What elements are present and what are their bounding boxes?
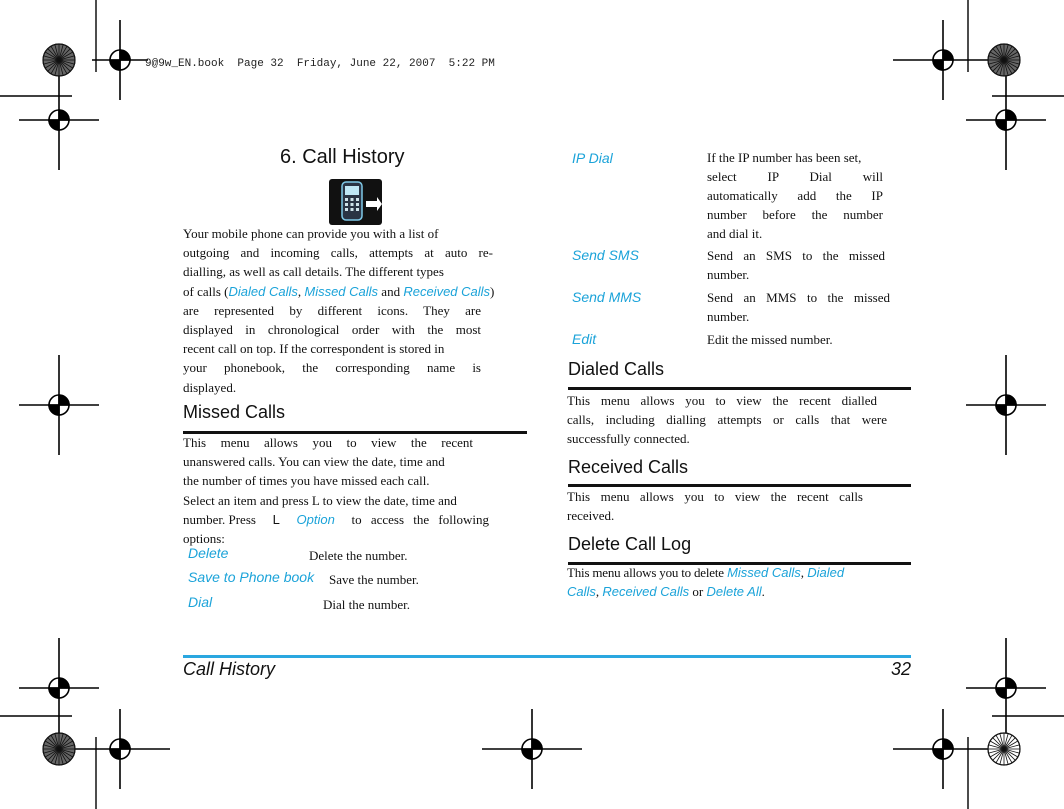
- missed-line: This menu allows you to view the recent: [183, 435, 473, 450]
- desc-line: number.: [707, 309, 750, 324]
- delete-line-1: [567, 563, 897, 582]
- print-header: 9@9w_EN.book Page 32 Friday, June 22, 2007 5:22 PM: [145, 58, 495, 70]
- dialed-line: successfully connected.: [567, 431, 690, 447]
- intro-line: your phonebook, the corresponding name is: [183, 360, 481, 376]
- desc-line: If the IP number has been set,: [707, 150, 862, 165]
- or-word: or: [692, 584, 704, 600]
- starburst-mark: [988, 733, 1020, 765]
- chapter-title: 6. Call History: [280, 146, 405, 168]
- missed-press-line: [183, 510, 489, 529]
- option-edit-label: Edit: [572, 331, 597, 347]
- intro-line: outgoing and incoming calls, attempts at auto re-: [183, 245, 493, 261]
- registration-target: [966, 355, 1046, 455]
- missed-line: the number of times you have missed each call.: [183, 473, 430, 489]
- intro-line: Your mobile phone can provide you with a list of: [183, 226, 439, 241]
- and-word: and: [381, 283, 401, 299]
- dialed-line: calls, including dialling attempts or calls that were: [567, 412, 887, 428]
- intro-paragraph: [183, 224, 493, 397]
- page-number: 32: [890, 659, 911, 679]
- types-prefix: of calls (: [183, 283, 229, 299]
- desc-line: automatically add the IP: [707, 188, 883, 203]
- option-ip-dial-label: IP Dial: [572, 150, 613, 166]
- dialed-calls-rule: [568, 387, 911, 390]
- registration-target: [482, 709, 582, 789]
- registration-target: [70, 709, 170, 789]
- registration-target: [19, 70, 99, 170]
- comma: ,: [800, 565, 805, 580]
- period: .: [761, 584, 765, 600]
- desc-line: number.: [707, 267, 750, 282]
- option-send-mms-desc: [707, 288, 890, 326]
- link-delete-all: Delete All: [706, 584, 762, 600]
- received-line: received.: [567, 508, 615, 524]
- link-calls: Calls: [567, 584, 596, 600]
- dialed-calls-paragraph: [567, 391, 887, 449]
- received-calls-paragraph: [567, 487, 867, 525]
- desc-line: Send an MMS to the missed: [707, 290, 890, 305]
- press-prefix: number. Press: [183, 511, 256, 527]
- registration-target: [893, 20, 993, 100]
- missed-calls-paragraph: [183, 433, 491, 548]
- dialed-calls-heading: Dialed Calls: [568, 359, 665, 379]
- dialed-line: This menu allows you to view the recent dialled: [567, 393, 877, 408]
- delete-line-2: [567, 582, 897, 601]
- link-missed-calls: Missed Calls: [727, 565, 801, 580]
- key-l: L: [272, 511, 280, 527]
- footer-rule: [183, 655, 911, 658]
- starburst-mark: [988, 44, 1020, 76]
- link-received-calls: Received Calls: [602, 584, 690, 600]
- option-dial-label: Dial: [188, 594, 213, 610]
- intro-line: are represented by different icons. They are: [183, 302, 481, 318]
- option-delete-desc: Delete the number.: [309, 548, 408, 563]
- missed-calls-heading: Missed Calls: [183, 402, 286, 422]
- missed-line: options:: [183, 531, 225, 547]
- desc-line: select IP Dial will: [707, 169, 883, 184]
- phone-call-history-icon: [329, 179, 382, 225]
- intro-line: displayed in chronological order with the most: [183, 322, 481, 338]
- delete-call-log-heading: Delete Call Log: [568, 534, 692, 554]
- delete-call-log-paragraph: [567, 563, 897, 601]
- option-edit-desc: Edit the missed number.: [707, 332, 833, 347]
- link-received-calls: Received Calls: [403, 283, 491, 299]
- link-dialed-calls: Dialed Calls: [228, 283, 298, 299]
- separator: ,: [297, 283, 302, 299]
- registration-target: [966, 70, 1046, 170]
- link-dialed: Dialed: [807, 565, 845, 580]
- footer-title: Call History: [183, 659, 276, 679]
- received-calls-heading: Received Calls: [568, 457, 689, 477]
- press-suffix: to access the following: [351, 511, 489, 527]
- intro-types-line: [183, 282, 533, 301]
- delete-prefix: This menu allows you to delete: [567, 565, 724, 580]
- registration-target: [92, 20, 148, 100]
- desc-line: Send an SMS to the missed: [707, 248, 885, 263]
- desc-line: number before the number: [707, 207, 883, 222]
- starburst-mark: [43, 733, 75, 765]
- option-send-mms-label: Send MMS: [572, 289, 642, 305]
- link-missed-calls: Missed Calls: [304, 283, 379, 299]
- starburst-mark: [43, 44, 75, 76]
- registration-target: [19, 355, 99, 455]
- registration-target: [19, 638, 99, 738]
- option-ip-dial-desc: [707, 148, 883, 243]
- registration-target: [893, 709, 993, 789]
- received-line: This menu allows you to view the recent calls: [567, 489, 863, 504]
- missed-line: Select an item and press L to view the date, time and: [183, 492, 457, 508]
- option-save-desc: Save the number.: [329, 572, 419, 587]
- intro-line: dialling, as well as call details. The different types: [183, 264, 444, 280]
- option-save-label: Save to Phone book: [188, 569, 315, 585]
- registration-target: [966, 638, 1046, 738]
- option-send-sms-desc: [707, 246, 885, 284]
- missed-line: unanswered calls. You can view the date, time and: [183, 454, 445, 470]
- option-softkey: Option: [296, 511, 335, 527]
- option-dial-desc: Dial the number.: [323, 597, 411, 612]
- desc-line: and dial it.: [707, 226, 763, 241]
- intro-line: recent call on top. If the correspondent is stored in: [183, 341, 445, 357]
- intro-line: displayed.: [183, 379, 237, 395]
- comma: ,: [595, 584, 600, 600]
- option-send-sms-label: Send SMS: [572, 247, 639, 263]
- types-suffix: ): [490, 283, 495, 299]
- option-delete-label: Delete: [188, 545, 229, 561]
